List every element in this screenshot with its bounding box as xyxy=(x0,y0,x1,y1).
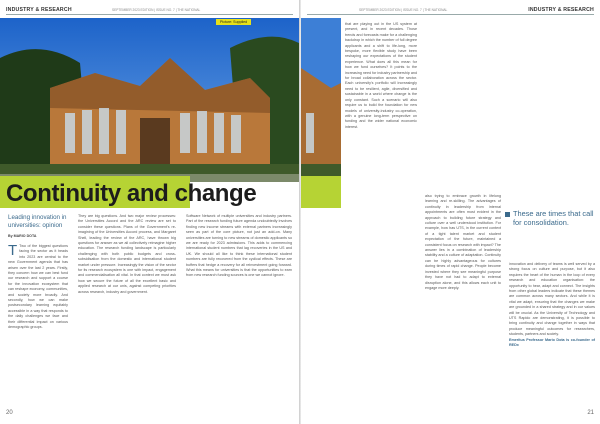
pull-quote: These are times that call for consolidation. xyxy=(513,209,594,227)
header-meta: SEPTEMBER 2023 EDITION | ISSUE NO. 7 | THE NATIONAL xyxy=(359,8,448,12)
right-column-2: also trying to embrace growth in lifelong learning and re-skilling. The advantages of continuity in leadership from internal appointments are often most evident in the approach to building future strategy and culture over a well understood institution. For example, how has UTS, in the current context of a tight talent market and student expectation of the future, maintained a consistent focus on research with impact? The answer lies in a combination of leadership stability and a culture of adaptation. Continuity can be highly advantageous for cultures during times of rapid change. People become invested where they see meaningful purpose they have not had to adapt to external disruption alone, and this allows each unit to engage more deeply. xyxy=(425,194,501,290)
header-meta: SEPTEMBER 2023 EDITION | ISSUE NO. 7 | THE NATIONAL xyxy=(112,8,201,12)
right-column-3 xyxy=(509,262,595,392)
section-header: INDUSTRY & RESEARCH xyxy=(528,7,594,13)
page-number: 21 xyxy=(587,410,594,416)
left-column-2: They are big questions. And two major review processes: the Universities Accord and the ARC review are set to consider these questions. Plans of the Government's re-imagining of the Universities Accord process, and Margaret Shell, leading the review of the ARC, have thrown big questions for answer as we all collectively reimagine higher education. The research funding landscape is particularly challenging with both public budgets and cross-subsidisation from the domestic and international student market under pressure. Increasingly the vision of the sector for its research ecosystem is one with impact, engagement and commercialisation all vital. In that context we must ask how we secure the future of all the excellent basic and applied research at our unis, against competing priorities across research, industry and government. xyxy=(78,214,176,294)
drop-cap: T xyxy=(8,242,18,259)
left-column-3: Software Network of multiple universities and industry partners. Part of the research funding future agenda undoubtedly involves finding new income streams with external partners increasingly seen as part of the core picture, not just an add-on. Many universities are turning to new streams of domestic applicants so we are ready for 2023 admissions. This adds to commencing international student numbers that lag recoveries in the US and UK. We should all like to think these international student numbers are fully recovered from the cyclical effects. These are buffers that hedge a recovery for all reinvestment going forward. What this means for universities is that the opportunities to earn from new research funding sources is one we cannot ignore. xyxy=(186,214,292,278)
byline: By MARIO DOTA xyxy=(8,234,37,238)
right-page xyxy=(301,0,600,424)
author-sign-off: Emeritus Professor Mario Dota is co-founder of REDx xyxy=(509,337,595,348)
header-rule xyxy=(6,14,293,15)
page-number: 20 xyxy=(6,410,13,416)
right-column-1: that are playing out in the US system at present, and in recent decades. Those trends and forecasts make for a challenging backdrop in which the number of full degree applicants and a shift to life-long, more bespoke, more flexible study have been reshaping our expectations of the student experience. What does all this mean for how we fund ourselves? It points to the increasing need for industry partnership and for broad collaboration across the sector. Each university's portfolio will increasingly need to be resilient, agile, diversified and sustainable in a world where change is the only constant. Such a scenario will also require us to build the foundation for new models of university-industry co-operation, with a genuine long-term perspective on funding and the wider national economic interest. xyxy=(345,22,417,129)
campus-building-photo-continued xyxy=(301,18,341,182)
body-text: Two of the biggest questions facing the sector as it heads into 2023 are central to the new Government agenda that has arisen over the last 2 years. Firstly, they concern how we can best fund our research and support a course for the innovation ecosystem that can reshape economy, communities, and society more broadly. And secondly, how we can make postsecondary learning equitably accessible in a way that responds to the daily challenges we face and their differential impact on various demographic groups. xyxy=(8,244,68,330)
left-column-1 xyxy=(8,244,68,404)
photo-credit: Picture: Supplied xyxy=(216,19,251,25)
title-banner-continued xyxy=(301,176,341,208)
article-subtitle: Leading innovation in universities: opinion xyxy=(8,214,67,229)
section-header: INDUSTRY & RESEARCH xyxy=(6,7,72,13)
quote-marker-icon xyxy=(505,212,510,217)
campus-building-photo xyxy=(0,18,299,182)
article-title: Continuity and change xyxy=(6,180,257,207)
left-page xyxy=(0,0,299,424)
header-rule xyxy=(307,14,594,15)
body-text: innovation and delivery of teams is well served by a strong focus on culture and purpose, but it also requires the heart of the human in the loop of every research and education organisation: the opportunity to hear, adapt and connect. The insights from other global leaders indicate that these themes are common across many sectors. And while it is vital we adapt, ensuring that the changes we make are grounded in a shared strategy and in our values will be crucial. As the University of Technology and UTS Rapido are demonstrating, it is possible to bring continuity and change together in ways that produce meaningful outcomes for researchers, students, partners and society. xyxy=(509,262,595,337)
